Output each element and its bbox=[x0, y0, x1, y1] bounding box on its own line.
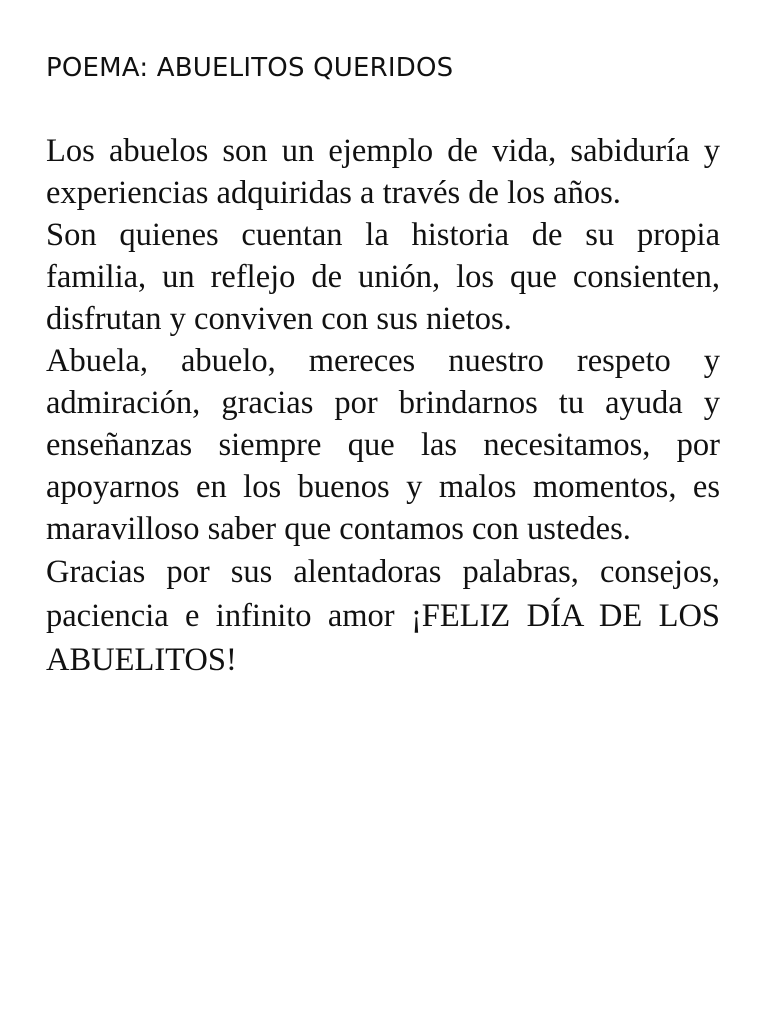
poem-body bbox=[46, 130, 720, 682]
paragraph-2: Son quienes cuentan la historia de su propia familia, un reflejo de unión, los que consienten, disfrutan y conviven con sus nietos. bbox=[46, 217, 720, 337]
poem-title: POEMA: ABUELITOS QUERIDOS bbox=[46, 53, 454, 83]
paragraph-1: Los abuelos son un ejemplo de vida, sabiduría y experiencias adquiridas a través de los años. bbox=[46, 133, 720, 211]
paragraph-3: Abuela, abuelo, mereces nuestro respeto y admiración, gracias por brindarnos tu ayuda y enseñanzas siempre que las necesitamos, por apoyarnos en los buenos y malos momentos, es maravilloso saber que contamos con ustedes. bbox=[46, 343, 720, 547]
paragraph-4: Gracias por sus alentadoras palabras, consejos, paciencia e infinito amor ¡FELIZ DÍA DE LOS ABUELITOS! bbox=[46, 554, 720, 678]
